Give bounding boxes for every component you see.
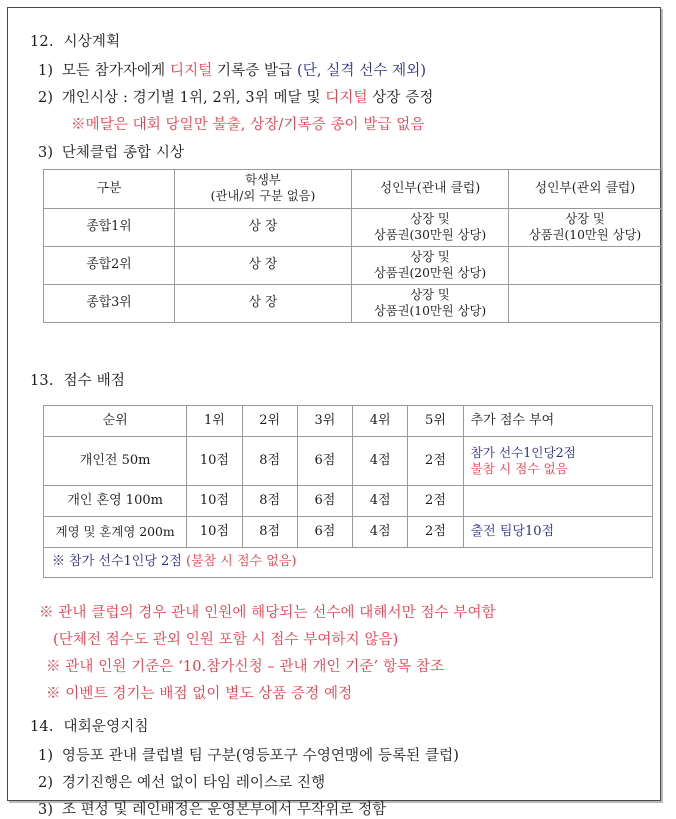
- item-3-text: 조 편성 및 레인배정은 운영본부에서 무작위로 정함: [61, 802, 387, 818]
- cell-adult-in-award: [352, 247, 509, 285]
- header-cell-student: [175, 170, 352, 209]
- list-marker: 2): [38, 775, 54, 791]
- item-2-text-b: 디지털: [325, 90, 368, 106]
- item-2-text: 경기진행은 예선 없이 타임 레이스로 진행: [61, 775, 326, 791]
- cell-extra-points: 출전 팀당10점: [463, 517, 652, 548]
- cell-point-4: 4점: [353, 437, 408, 486]
- item-1-text-d: (단, 실격 선수 제외): [296, 63, 427, 79]
- cell-extra-points: [463, 486, 652, 517]
- cell-point-3: 6점: [297, 437, 352, 486]
- header-student-line1: 학생부: [245, 173, 281, 188]
- award-line2: 상품권(20만원 상당): [373, 265, 487, 280]
- award-line1: 상장 및: [565, 211, 605, 226]
- cell-point-2: 8점: [242, 517, 297, 548]
- cell-adult-out-award: [509, 247, 662, 285]
- cell-event: 계영 및 혼계영 200m: [44, 517, 187, 548]
- header-student-line2: (관내/외 구분 없음): [210, 189, 316, 203]
- table-header-row: [44, 406, 653, 437]
- item-1-text: 영등포 관내 클럽별 팀 구분(영등포구 수영연맹에 등록된 클럽): [61, 748, 459, 764]
- cell-point-4: 4점: [353, 486, 408, 517]
- table-row: [44, 517, 653, 548]
- extra-note-line2: 불참 시 점수 없음: [470, 461, 568, 476]
- cell-extra-points: [463, 437, 652, 486]
- header-cell-1st: 1위: [187, 406, 242, 437]
- cell-event: 개인 혼영 100m: [44, 486, 187, 517]
- document-page: [7, 7, 661, 818]
- award-line2: 상품권(30만원 상당): [373, 227, 487, 242]
- section-12-title: 시상계획: [63, 34, 121, 50]
- section-14-item-1: [38, 744, 459, 765]
- cell-point-3: 6점: [297, 517, 352, 548]
- section-heading-12: [30, 30, 120, 51]
- header-cell-5th: 5위: [408, 406, 463, 437]
- item-3-text: 단체클럽 종합 시상: [61, 145, 185, 161]
- header-cell-3rd: 3위: [297, 406, 352, 437]
- list-marker: 2): [38, 90, 54, 106]
- section-13-title: 점수 배점: [63, 373, 126, 389]
- section-14-title: 대회운영지침: [63, 719, 149, 735]
- cell-point-5: 2점: [408, 437, 463, 486]
- header-cell-category: 구분: [44, 170, 175, 209]
- table-row: [44, 247, 662, 285]
- section-13-number: 13.: [30, 373, 54, 389]
- section-12-item-1: [38, 59, 426, 80]
- award-line1: 상장 및: [410, 211, 450, 226]
- table-row: [44, 437, 653, 486]
- cell-point-1: 10점: [187, 437, 242, 486]
- cell-adult-in-award: [352, 285, 509, 323]
- table-row: [44, 285, 662, 323]
- cell-point-2: 8점: [242, 437, 297, 486]
- award-line1: 상장 및: [410, 287, 450, 302]
- score-note-1: ※ 관내 클럽의 경우 관내 인원에 해당되는 선수에 대해서만 점수 부여함: [39, 605, 496, 621]
- section-12-number: 12.: [30, 34, 54, 50]
- section-heading-13: [30, 369, 125, 390]
- cell-rank: 종합2위: [44, 247, 175, 285]
- item-1-text-a: 모든 참가자에게: [61, 63, 170, 79]
- section-12-item-3: [38, 141, 184, 162]
- item-2-text-c: 상장 증정: [367, 90, 434, 106]
- table-row: [44, 486, 653, 517]
- cell-adult-out-award: [509, 209, 662, 247]
- table-footnote-row: [44, 548, 653, 578]
- list-marker: 1): [38, 63, 54, 79]
- cell-student-award: 상 장: [175, 209, 352, 247]
- cell-footnote: [44, 548, 653, 578]
- item-1-text-b: 디지털: [169, 63, 213, 79]
- cell-student-award: 상 장: [175, 285, 352, 323]
- list-marker: 3): [38, 802, 54, 818]
- section-12-item-2-note: ※메달은 대회 당일만 불출, 상장/기록증 종이 발급 없음: [71, 117, 425, 133]
- header-cell-adult-out: 성인부(관외 클럽): [509, 170, 662, 209]
- club-award-table: [43, 169, 662, 323]
- cell-point-5: 2점: [408, 486, 463, 517]
- cell-point-2: 8점: [242, 486, 297, 517]
- section-14-item-2: [38, 771, 325, 792]
- header-cell-rank: 순위: [44, 406, 187, 437]
- list-marker: 1): [38, 748, 54, 764]
- award-line2: 상품권(10만원 상당): [373, 303, 487, 318]
- footnote-blue-text: ※ 참가 선수1인당 2점: [52, 554, 186, 570]
- award-line2: 상품권(10만원 상당): [528, 227, 642, 242]
- item-2-text-a: 개인시상 : 경기별 1위, 2위, 3위 메달 및: [61, 90, 326, 106]
- cell-rank: 종합1위: [44, 209, 175, 247]
- header-cell-extra-points: 추가 점수 부여: [463, 406, 652, 437]
- section-heading-14: [30, 715, 149, 736]
- cell-adult-out-award: [509, 285, 662, 323]
- header-cell-4th: 4위: [353, 406, 408, 437]
- footnote-red-text: (불참 시 점수 없음): [185, 554, 297, 570]
- score-allocation-table: [43, 405, 653, 578]
- cell-point-4: 4점: [353, 517, 408, 548]
- table-row: [44, 209, 662, 247]
- section-14-item-3: [38, 798, 386, 819]
- cell-event: 개인전 50m: [44, 437, 187, 486]
- award-line1: 상장 및: [410, 249, 450, 264]
- cell-point-1: 10점: [187, 517, 242, 548]
- cell-point-5: 2점: [408, 517, 463, 548]
- score-note-4: ※ 이벤트 경기는 배점 없이 별도 상품 증정 예정: [46, 686, 353, 702]
- header-cell-adult-in: 성인부(관내 클럽): [352, 170, 509, 209]
- table-header-row: [44, 170, 662, 209]
- score-note-2: (단체전 점수도 관외 인원 포함 시 점수 부여하지 않음): [53, 632, 399, 648]
- cell-point-1: 10점: [187, 486, 242, 517]
- extra-note-line1: 참가 선수1인당2점: [470, 444, 576, 460]
- list-marker: 3): [38, 145, 54, 161]
- cell-point-3: 6점: [297, 486, 352, 517]
- cell-student-award: 상 장: [175, 247, 352, 285]
- header-cell-2nd: 2위: [242, 406, 297, 437]
- section-12-item-2: [38, 86, 433, 107]
- cell-adult-in-award: [352, 209, 509, 247]
- score-note-3: ※ 관내 인원 기준은 ‘10.참가신청 – 관내 개인 기준’ 항목 참조: [46, 659, 445, 675]
- cell-rank: 종합3위: [44, 285, 175, 323]
- item-1-text-c: 기록증 발급: [212, 63, 297, 79]
- section-14-number: 14.: [30, 719, 54, 735]
